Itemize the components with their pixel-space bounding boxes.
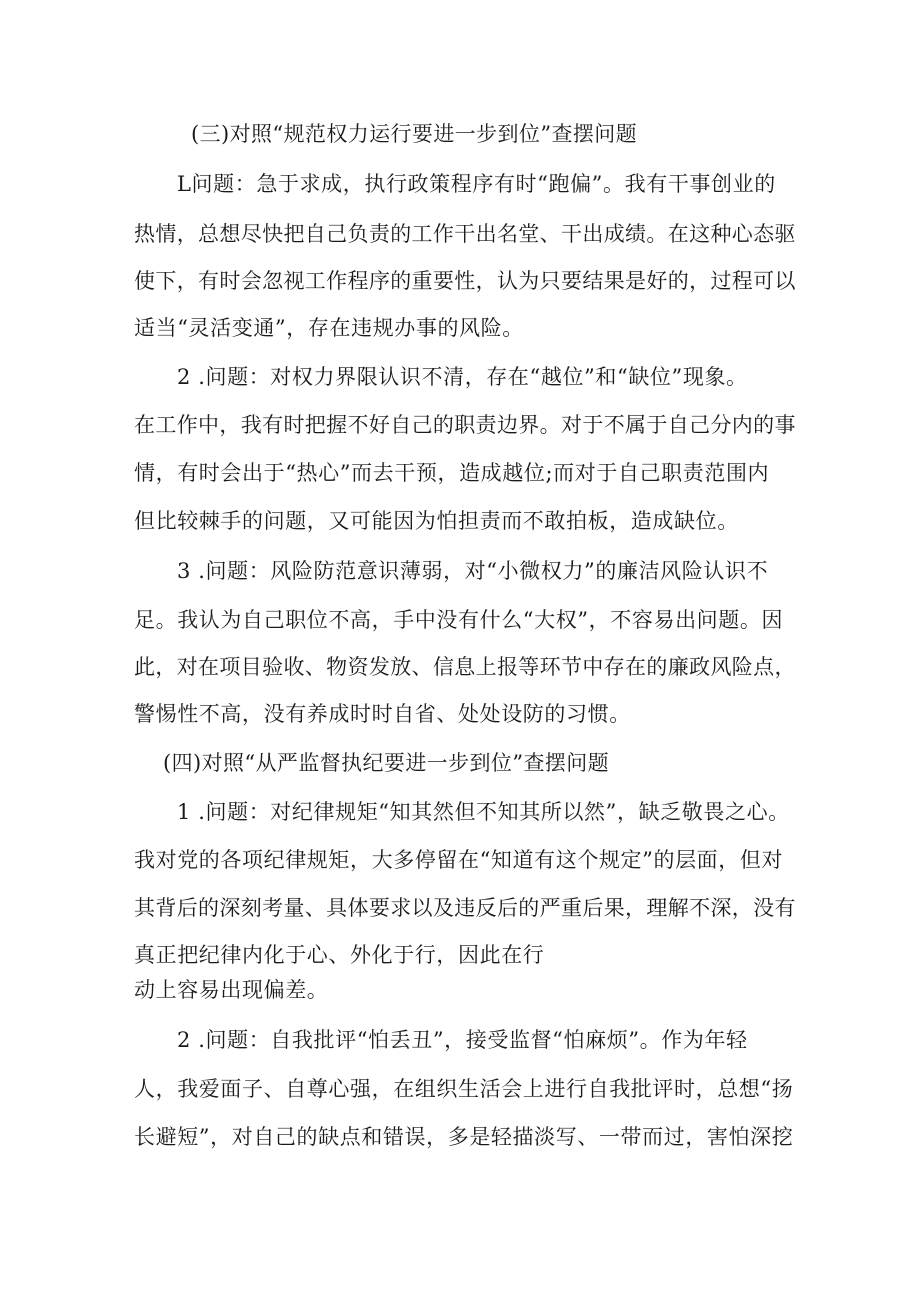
paragraph-line: 动上容易出现偏差。 bbox=[134, 978, 329, 1002]
section-heading: (四)对照“从严监督执纪要进一步到位”查摆问题 bbox=[163, 751, 610, 775]
paragraph-line: 2 .问题：自我批评“怕丢丑”，接受监督“怕麻烦”。作为年轻 bbox=[177, 1028, 748, 1052]
section-heading: (三)对照“规范权力运行要进一步到位”查摆问题 bbox=[191, 122, 638, 146]
paragraph-line: 此，对在项目验收、物资发放、信息上报等环节中存在的廉政风险点， bbox=[134, 655, 796, 679]
paragraph-line: 长避短”，对自己的缺点和错误，多是轻描淡写、一带而过，害怕深挖 bbox=[134, 1125, 794, 1149]
paragraph-line: 1 .问题：对纪律规矩“知其然但不知其所以然”，缺乏敬畏之心。 bbox=[177, 800, 790, 824]
paragraph-line: 在工作中，我有时把握不好自己的职责边界。对于不属于自己分内的事 bbox=[134, 413, 796, 437]
paragraph-line: 适当“灵活变通”，存在违规办事的风险。 bbox=[134, 316, 524, 340]
paragraph-line: L问题：急于求成，执行政策程序有时“跑偏”。我有干事创业的 bbox=[177, 172, 776, 196]
paragraph-line: 但比较棘手的问题，又可能因为怕担责而不敢拍板，造成缺位。 bbox=[134, 509, 739, 533]
paragraph-line: 使下，有时会忽视工作程序的重要性，认为只要结果是好的，过程可以 bbox=[134, 269, 796, 293]
paragraph-line: 足。我认为自己职位不高，手中没有什么“大权”，不容易出问题。因 bbox=[134, 608, 784, 632]
paragraph-line: 其背后的深刻考量、具体要求以及违反后的严重后果，理解不深，没有 bbox=[134, 896, 796, 920]
paragraph-line: 热情，总想尽快把自己负责的工作干出名堂、干出成绩。在这种心态驱 bbox=[134, 222, 796, 246]
paragraph-line: 人，我爱面子、自尊心强，在组织生活会上进行自我批评时，总想“扬 bbox=[134, 1077, 794, 1101]
paragraph-line: 3 .问题：风险防范意识薄弱，对“小微权力”的廉洁风险认识不 bbox=[177, 559, 769, 583]
paragraph-line: 警惕性不高，没有养成时时自省、处处设防的习惯。 bbox=[134, 702, 631, 726]
paragraph-line: 真正把纪律内化于心、外化于行，因此在行 bbox=[134, 943, 545, 967]
paragraph-line: 我对党的各项纪律规矩，大多停留在“知道有这个规定”的层面，但对 bbox=[134, 848, 784, 872]
paragraph-line: 情，有时会出于“热心”而去干预，造成越位;而对于自己职责范围内 bbox=[134, 461, 770, 485]
paragraph-line: 2 .问题：对权力界限认识不清，存在“越位”和“缺位”现象。 bbox=[177, 365, 748, 389]
